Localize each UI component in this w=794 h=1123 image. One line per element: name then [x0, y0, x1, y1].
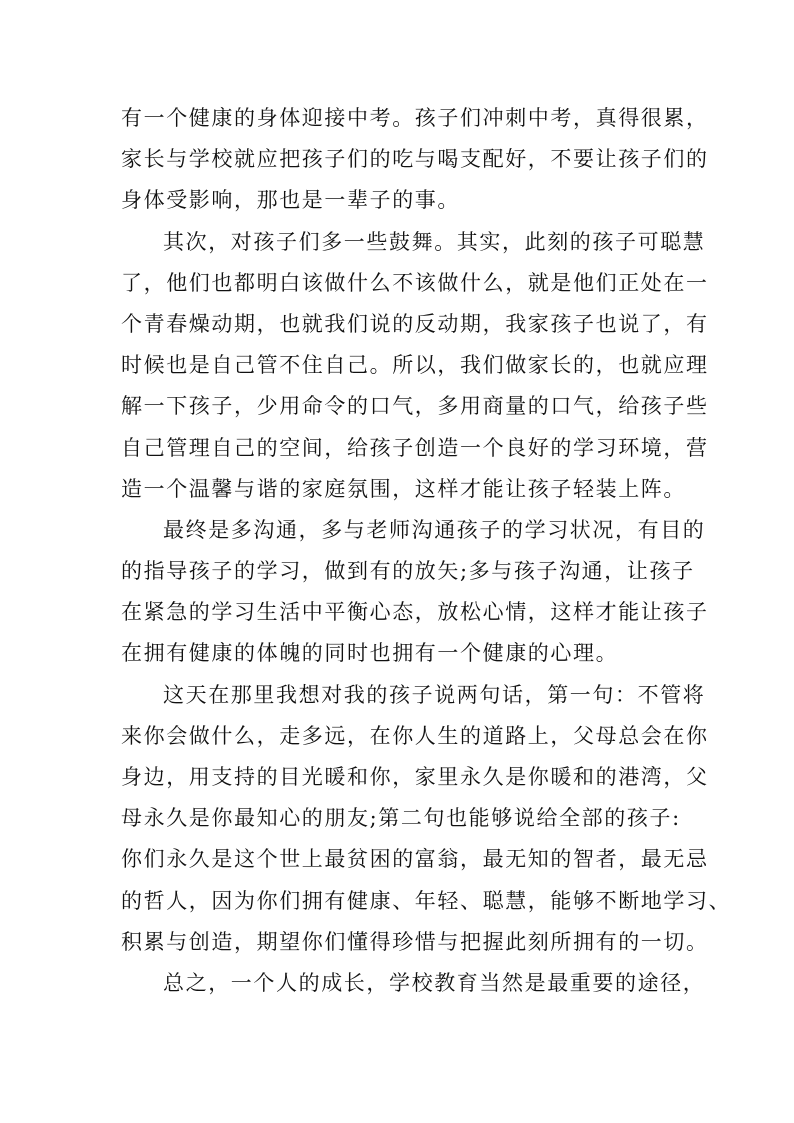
text-line: 有一个健康的身体迎接中考。孩子们冲刺中考，真得很累，: [121, 106, 709, 130]
paragraph-first-line: 其次，对孩子们多一些鼓舞。其实，此刻的孩子可聪慧: [163, 229, 706, 254]
text-line: 了，他们也都明白该做什么不该做什么，就是他们正处在一: [121, 270, 709, 295]
text-line: 自己管理自己的空间，给孩子创造一个良好的学习环境，营: [121, 435, 709, 460]
text-line: 母永久是你最知心的朋友;第二句也能够说给全部的孩子:: [121, 806, 681, 831]
text-line: 在紧急的学习生活中平衡心态，放松心情，这样才能让孩子: [121, 600, 709, 625]
text-line: 造一个温馨与谐的家庭氛围，这样才能让孩子轻装上阵。: [121, 476, 686, 501]
text-line: 解一下孩子，少用命令的口气，多用商量的口气，给孩子些: [121, 394, 709, 419]
text-line: 身边，用支持的目光暖和你，家里永久是你暖和的港湾，父: [121, 765, 709, 789]
text-line: 个青春燥动期，也就我们说的反动期，我家孩子也说了，有: [121, 311, 709, 336]
text-line: 身体受影响，那也是一辈子的事。: [121, 188, 460, 213]
text-line: 的指导孩子的学习，做到有的放矢;多与孩子沟通，让孩子: [121, 559, 695, 584]
text-line: 的哲人，因为你们拥有健康、年轻、聪慧，能够不断地学习、: [121, 888, 732, 913]
paragraph-first-line: 总之，一个人的成长，学校教育当然是最重要的途径，: [163, 970, 706, 995]
text-line: 来你会做什么，走多远，在你人生的道路上，父母总会在你: [121, 723, 709, 748]
paragraph-first-line: 最终是多沟通，多与老师沟通孩子的学习状况，有目的: [163, 517, 706, 542]
body-text: [121, 98, 732, 1004]
text-line: 积累与创造，期望你们懂得珍惜与把握此刻所拥有的一切。: [121, 929, 709, 954]
text-line: 你们永久是这个世上最贫困的富翁，最无知的智者，最无忌: [121, 847, 709, 872]
text-line: 时候也是自己管不住自己。所以，我们做家长的，也就应理: [121, 353, 709, 378]
text-line: 在拥有健康的体魄的同时也拥有一个健康的心理。: [121, 641, 619, 666]
text-line: 家长与学校就应把孩子们的吃与喝支配好，不要让孩子们的: [121, 147, 709, 172]
paragraph-first-line: 这天在那里我想对我的孩子说两句话，第一句：不管将: [163, 682, 706, 707]
